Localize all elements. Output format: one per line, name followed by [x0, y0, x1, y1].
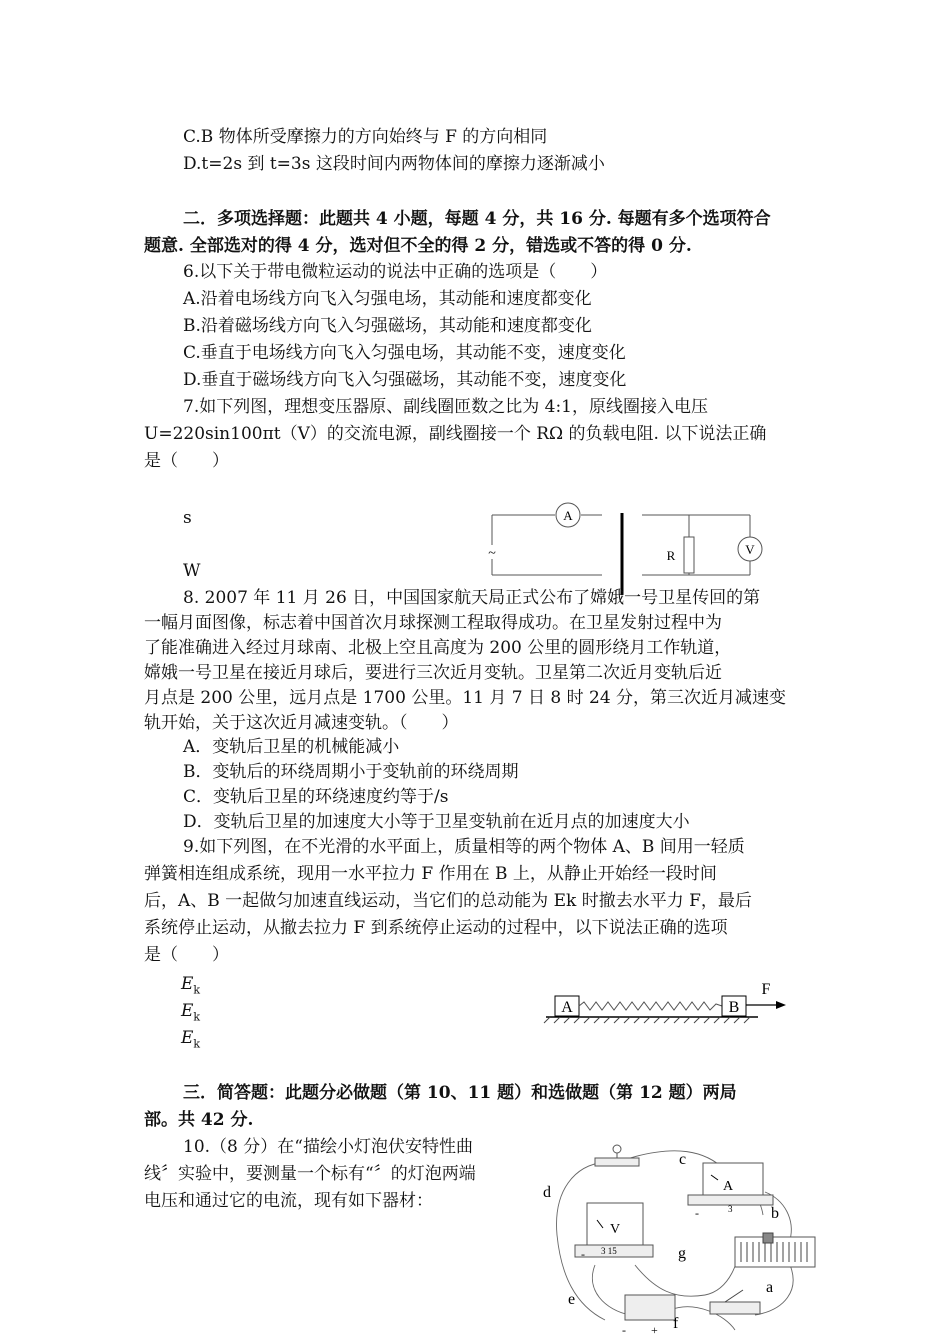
- q9-force-label: F: [761, 981, 771, 998]
- q7-option-s: s: [183, 508, 192, 528]
- q10-label-g: g: [678, 1245, 686, 1262]
- q7-voltmeter-label: V: [745, 542, 755, 557]
- q7-ac-source: ~: [488, 546, 496, 561]
- q10-ammeter-scale: 3: [728, 1204, 733, 1214]
- q10-label-d: d: [543, 1184, 551, 1201]
- q10-battery-minus: -: [622, 1323, 626, 1337]
- q9-block-a-label: A: [561, 999, 573, 1016]
- q9-option-ek-1: $E_k$: [181, 974, 201, 997]
- q10-rheostat-slider: [763, 1233, 773, 1243]
- q9-spring: [579, 1002, 722, 1010]
- q7-stem-line2: U=220sin100πt（V）的交流电源，副线圈接一个 RΩ 的负载电阻. 以下说法正确: [144, 424, 767, 444]
- q7-option-w: W: [183, 561, 201, 581]
- q10-bulb-base: [595, 1158, 639, 1166]
- q6-option-d: D.垂直于磁场线方向飞入匀强磁场，其动能不变，速度变化: [183, 370, 627, 390]
- q10-label-f: f: [673, 1315, 679, 1332]
- q6-option-c: C.垂直于电场线方向飞入匀强电场，其动能不变，速度变化: [183, 343, 626, 363]
- q9-option-ek-3: $E_k$: [181, 1028, 201, 1051]
- q10-voltmeter-minus: -: [581, 1247, 585, 1261]
- q9-stem-line5: 是（ ）: [144, 945, 229, 965]
- q9-stem-line1: 9.如下列图，在不光滑的水平面上，质量相等的两个物体 A、B 间用一轻质: [183, 837, 745, 857]
- q10-label-e: e: [568, 1291, 576, 1308]
- q10-label-b: b: [771, 1205, 779, 1222]
- section2-heading: 二．多项选择题：此题共 4 小题，每题 4 分，共 16 分. 每题有多个选项符合: [183, 209, 771, 229]
- q7-ammeter-label: A: [563, 508, 573, 523]
- q8-option-b: B．变轨后的环绕周期小于变轨前的环绕周期: [183, 762, 519, 782]
- q10-switch: [710, 1302, 760, 1314]
- q8-option-d: D．变轨后卫星的加速度大小等于卫星变轨前在近月点的加速度大小: [183, 812, 690, 832]
- q8-stem-line6: 轨开始，关于这次近月减速变轨。（ ）: [144, 713, 459, 733]
- q9-stem-line2: 弹簧相连组成系统，现用一水平拉力 F 作用在 B 上，从静止开始经一段时间: [144, 864, 717, 884]
- q10-ammeter-label: A: [722, 1179, 734, 1194]
- q7-stem-line3: 是（ ）: [144, 451, 229, 471]
- q7-resistor-label: R: [666, 548, 676, 563]
- q10-voltmeter-label: V: [609, 1222, 621, 1237]
- q10-stem-line2: 线〞实验中，要测量一个标有“〞的灯泡两端: [144, 1164, 476, 1184]
- q8-stem-line1: 8. 2007 年 11 月 26 日，中国国家航天局正式公布了嫦娥一号卫星传回的第: [183, 588, 761, 608]
- q10-battery: [625, 1295, 675, 1320]
- q10-circuit-figure: [535, 1140, 825, 1338]
- q9-stem-line3: 后，A、B 一起做匀加速直线运动，当它们的总动能为 Ek 时撤去水平力 F，最后: [144, 891, 752, 911]
- q10-stem-line3: 电压和通过它的电流，现有如下器材：: [144, 1191, 433, 1211]
- q5-option-c: C.B 物体所受摩擦力的方向始终与 F 的方向相同: [183, 127, 548, 147]
- q5-option-d: D.t=2s 到 t=3s 这段时间内两物体间的摩擦力逐渐减小: [183, 154, 605, 174]
- q7-stem-line1: 7.如下列图，理想变压器原、副线圈匝数之比为 4:1，原线圈接入电压: [183, 397, 708, 417]
- q10-label-c: c: [679, 1151, 687, 1168]
- q9-spring-figure: [540, 975, 800, 1030]
- q7-resistor: [684, 537, 694, 573]
- q9-block-b-label: B: [728, 999, 740, 1016]
- q10-ammeter-minus: -: [695, 1206, 699, 1220]
- q10-bulb-icon: [613, 1145, 621, 1153]
- q6-option-b: B.沿着磁场线方向飞入匀强磁场，其动能和速度都变化: [183, 316, 592, 336]
- q8-stem-line3: 了能准确进入经过月球南、北极上空且高度为 200 公里的圆形绕月工作轨道，: [144, 638, 732, 658]
- q8-stem-line4: 嫦娥一号卫星在接近月球后，要进行三次近月变轨。卫星第二次近月变轨后近: [144, 663, 722, 683]
- q8-option-c: C．变轨后卫星的环绕速度约等于/s: [183, 787, 449, 807]
- q10-battery-plus: +: [651, 1323, 658, 1337]
- q6-stem: 6.以下关于带电微粒运动的说法中正确的选项是（ ）: [183, 262, 608, 282]
- q10-voltmeter-scale: 3 15: [601, 1246, 617, 1256]
- q8-stem-line2: 一幅月面图像，标志着中国首次月球探测工程取得成功。在卫星发射过程中为: [144, 613, 722, 633]
- q10-label-a: a: [766, 1279, 774, 1296]
- section3-heading: 三．简答题：此题分必做题（第 10、11 题）和选做题（第 12 题）两局: [183, 1083, 737, 1103]
- q6-option-a: A.沿着电场线方向飞入匀强电场，其动能和速度都变化: [183, 289, 592, 309]
- q8-option-a: A．变轨后卫星的机械能减小: [183, 737, 400, 757]
- section2-heading-cont: 题意. 全部选对的得 4 分，选对但不全的得 2 分，错选或不答的得 0 分.: [144, 236, 692, 256]
- section3-heading-cont: 部。共 42 分.: [144, 1110, 254, 1130]
- q10-stem-line1: 10.（8 分）在“描绘小灯泡伏安特性曲: [183, 1137, 473, 1157]
- q9-stem-line4: 系统停止运动，从撤去拉力 F 到系统停止运动的过程中，以下说法正确的选项: [144, 918, 728, 938]
- q8-stem-line5: 月点是 200 公里，远月点是 1700 公里。11 月 7 日 8 时 24 分，第三次近月减速变: [144, 688, 787, 708]
- q9-option-ek-2: $E_k$: [181, 1001, 201, 1024]
